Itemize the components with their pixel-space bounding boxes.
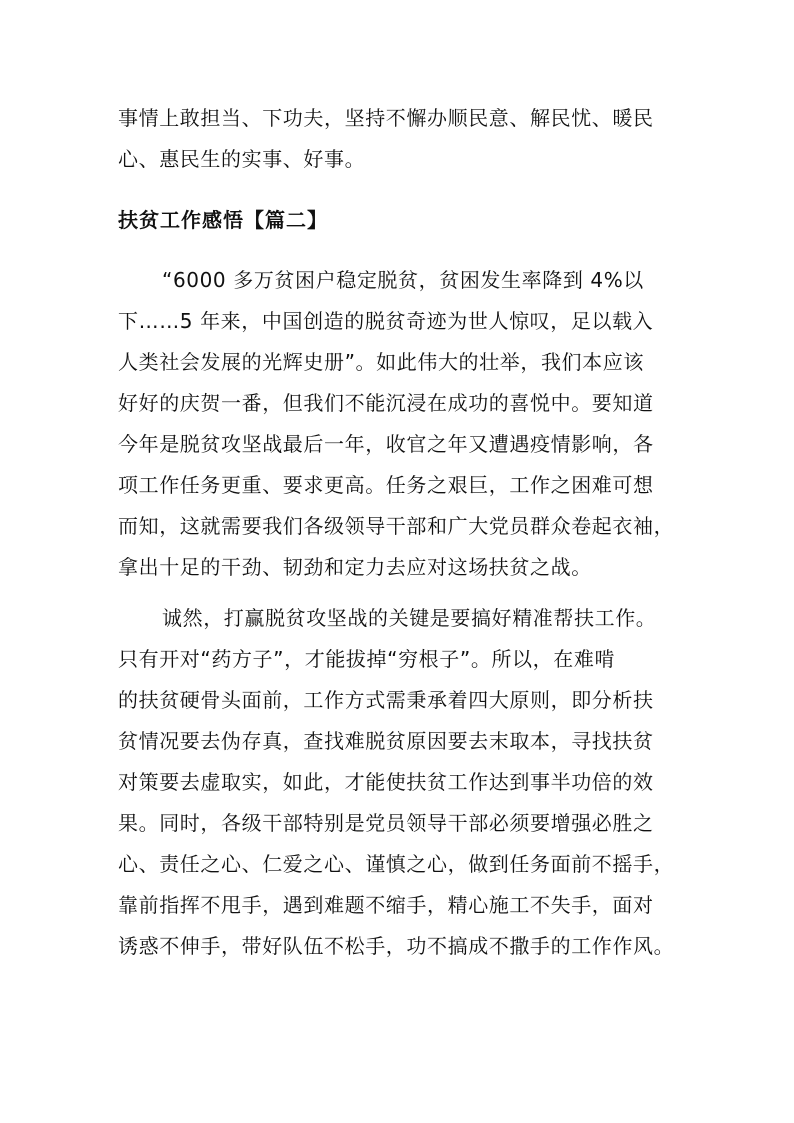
paragraph-line: 的扶贫硬骨头面前，工作方式需秉承着四大原则，即分析扶 xyxy=(118,688,654,712)
paragraph-line: 果。同时，各级干部特别是党员领导干部必须要增强必胜之 xyxy=(118,811,654,835)
paragraph-line: 靠前指挥不甩手，遇到难题不缩手，精心施工不失手，面对 xyxy=(118,893,654,917)
paragraph-line: 人类社会发展的光辉史册”。如此伟大的壮举，我们本应该 xyxy=(118,350,644,374)
intro-line: 事情上敢担当、下功夫，坚持不懈办顺民意、解民忧、暖民 xyxy=(118,106,654,130)
paragraph-line: 项工作任务更重、要求更高。任务之艰巨，工作之困难可想 xyxy=(118,473,654,497)
intro-line: 心、惠民生的实事、好事。 xyxy=(118,147,366,171)
paragraph-line: 拿出十足的干劲、韧劲和定力去应对这场扶贫之战。 xyxy=(118,555,592,579)
paragraph-line: “6000 多万贫困户稳定脱贫，贫困发生率降到 4%以 xyxy=(162,268,644,292)
paragraph-line: 对策要去虚取实，如此，才能使扶贫工作达到事半功倍的效 xyxy=(118,770,654,794)
paragraph-line: 今年是脱贫攻坚战最后一年，收官之年又遭遇疫情影响，各 xyxy=(118,432,654,456)
paragraph-line: 好好的庆贺一番，但我们不能沉浸在成功的喜悦中。要知道 xyxy=(118,391,654,415)
paragraph-line: 而知，这就需要我们各级领导干部和广大党员群众卷起衣袖， xyxy=(118,514,675,538)
paragraph-line: 心、责任之心、仁爱之心、谨慎之心，做到任务面前不摇手， xyxy=(118,852,675,876)
paragraph-line: 下……5 年来，中国创造的脱贫奇迹为世人惊叹，足以载入 xyxy=(118,309,654,333)
paragraph-line: 诚然，打赢脱贫攻坚战的关键是要搞好精准帮扶工作。 xyxy=(162,606,657,630)
paragraph-line: 只有开对“药方子”，才能拔掉“穷根子”。所以，在难啃 xyxy=(118,647,616,671)
paragraph-line: 贫情况要去伪存真，查找难脱贫原因要去末取本，寻找扶贫 xyxy=(118,729,654,753)
section-heading: 扶贫工作感悟【篇二】 xyxy=(118,208,328,232)
paragraph-line: 诱惑不伸手，带好队伍不松手，功不搞成不撒手的工作作风。 xyxy=(118,934,675,958)
